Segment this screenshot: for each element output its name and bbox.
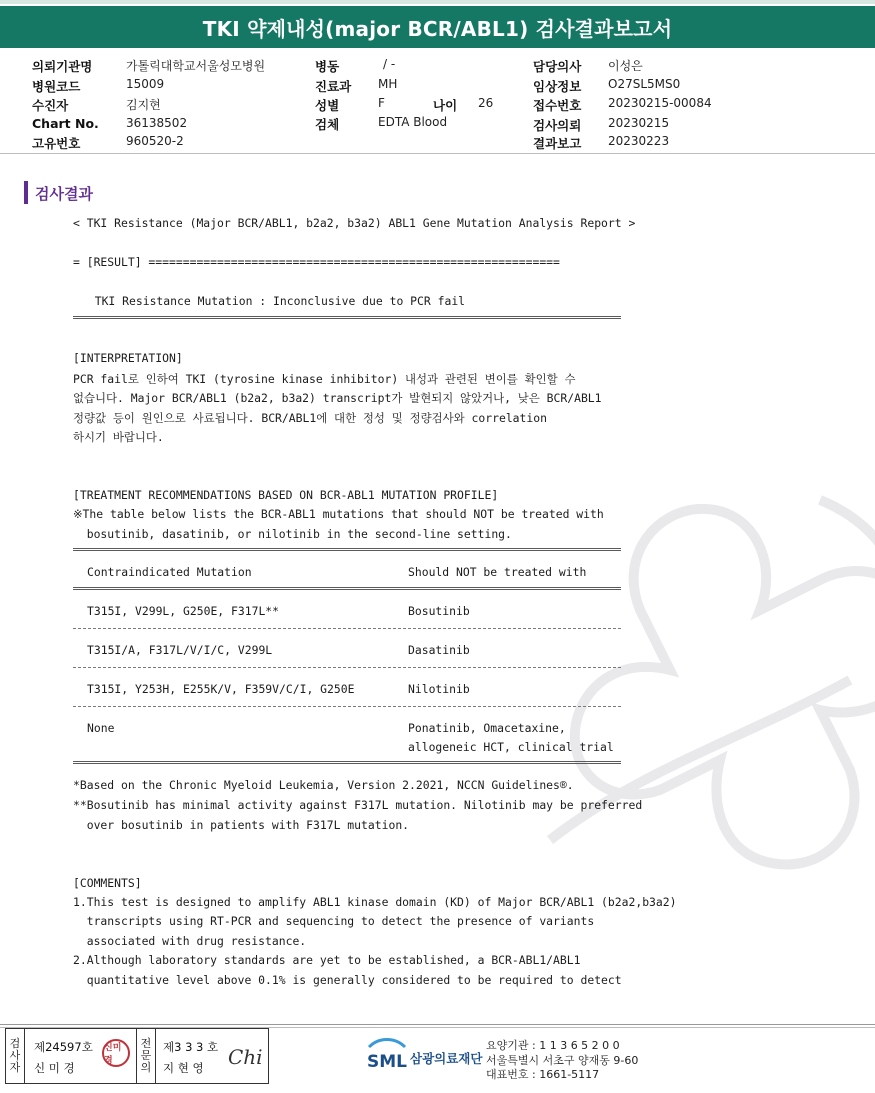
- treatment-line: bosutinib, dasatinib, or nilotinib in the second-line setting.: [73, 527, 512, 541]
- table-row-divider: [73, 628, 621, 629]
- value-chart-no: 36138502: [126, 116, 188, 130]
- table-rule-header: [73, 587, 621, 590]
- table-cell-mutation: T315I, V299L, G250E, F317L**: [87, 604, 280, 618]
- address-line: 요양기관 : 1 1 3 6 5 2 0 0: [486, 1039, 620, 1052]
- label-specimen: 검체: [315, 117, 340, 132]
- value-hospital-code: 15009: [126, 77, 165, 91]
- value-sex: F: [378, 96, 385, 110]
- comment-line: associated with drug resistance.: [73, 934, 307, 948]
- brand-name: 삼광의료재단: [410, 1051, 483, 1066]
- header-divider: [0, 153, 875, 154]
- label-hospital-code: 병원코드: [32, 79, 81, 94]
- seal-stamp: 신미경: [102, 1039, 130, 1067]
- signer2-name: 지 현 영: [163, 1061, 204, 1075]
- value-ward: / -: [383, 57, 396, 71]
- sml-logo: [365, 1035, 409, 1079]
- table-row-divider: [73, 706, 621, 707]
- result-heading: = [RESULT] ============================================================: [73, 255, 560, 269]
- label-sex: 성별: [315, 98, 340, 113]
- result-line: TKI Resistance Mutation : Inconclusive due to PCR fail: [81, 294, 466, 308]
- table-row-divider: [73, 667, 621, 668]
- report-subtitle: < TKI Resistance (Major BCR/ABL1, b2a2, b3a2) ABL1 Gene Mutation Analysis Report >: [73, 216, 636, 230]
- report-title: TKI 약제내성(major BCR/ABL1) 검사결과보고서: [0, 6, 875, 48]
- signer1-name: 신 미 경: [34, 1061, 75, 1075]
- label-receipt-no: 접수번호: [533, 98, 582, 113]
- sml-logo-text: SML: [367, 1052, 407, 1072]
- table-header-mutation: Contraindicated Mutation: [87, 565, 252, 579]
- footnote: over bosutinib in patients with F317L mutation.: [73, 818, 410, 832]
- comment-line: quantitative level above 0.1% is generally considered to be required to detect: [73, 973, 622, 987]
- value-requesting-institution: 가톨릭대학교서울성모병원: [126, 59, 266, 73]
- section-title: 검사결과: [35, 185, 93, 203]
- table-cell-drug: Bosutinib: [408, 604, 470, 618]
- label-physician: 담당의사: [533, 59, 582, 74]
- footnote: **Bosutinib has minimal activity against F317L mutation. Nilotinib may be preferred: [73, 798, 643, 812]
- label-patient-name: 수진자: [32, 98, 69, 113]
- label-unique-id: 고유번호: [32, 136, 81, 151]
- table-rule-bottom: [73, 761, 621, 764]
- value-department: MH: [378, 77, 398, 91]
- interpretation-line: 정량값 등이 원인으로 사료됩니다. BCR/ABL1에 대한 정성 및 정량검사와 correlation: [73, 411, 547, 425]
- table-cell-mutation: None: [87, 721, 115, 735]
- footnote: *Based on the Chronic Myeloid Leukemia, Version 2.2021, NCCN Guidelines®.: [73, 778, 574, 792]
- value-request-date: 20230215: [608, 116, 670, 130]
- label-request-date: 검사의뢰: [533, 118, 582, 133]
- table-cell-drug-continued: allogeneic HCT, clinical trial: [408, 740, 614, 754]
- handwritten-signature: Chi: [228, 1045, 263, 1069]
- value-age: 26: [478, 96, 494, 110]
- value-clinical-info: O27SL5MS0: [608, 77, 681, 91]
- comment-line: transcripts using RT-PCR and sequencing to detect the presence of variants: [73, 914, 595, 928]
- table-cell-drug: Nilotinib: [408, 682, 470, 696]
- treatment-line: ※The table below lists the BCR-ABL1 mutations that should NOT be treated with: [73, 507, 604, 521]
- interpretation-line: 하시기 바랍니다.: [73, 430, 164, 444]
- label-chart-no: Chart No.: [32, 116, 99, 131]
- signer1-license: 제24597호: [34, 1040, 93, 1054]
- value-report-date: 20230223: [608, 134, 670, 148]
- value-receipt-no: 20230215-00084: [608, 96, 712, 110]
- table-header-drug: Should NOT be treated with: [408, 565, 587, 579]
- interpretation-heading: [INTERPRETATION]: [73, 351, 183, 365]
- comments-heading: [COMMENTS]: [73, 876, 142, 890]
- label-requesting-institution: 의뢰기관명: [32, 59, 93, 74]
- table-cell-drug: Dasatinib: [408, 643, 470, 657]
- table-rule-top: [73, 548, 621, 551]
- address-line: 서울특별시 서초구 양재동 9-60: [486, 1054, 639, 1067]
- section-accent-bar: [24, 181, 28, 204]
- label-clinical-info: 임상정보: [533, 79, 582, 94]
- value-specimen: EDTA Blood: [378, 115, 448, 129]
- value-patient-name: 김지현: [126, 98, 161, 112]
- interpretation-line: 없습니다. Major BCR/ABL1 (b2a2, b3a2) transcript가 발현되지 않았거나, 낮은 BCR/ABL1: [73, 391, 602, 405]
- label-ward: 병동: [315, 59, 340, 74]
- sml-logo-icon: [365, 1035, 409, 1075]
- label-department: 진료과: [315, 79, 352, 94]
- interpretation-line: PCR fail로 인하여 TKI (tyrosine kinase inhibitor) 내성과 관련된 변이를 확인할 수: [73, 372, 576, 386]
- comment-line: 2.Although laboratory standards are yet to be established, a BCR-ABL1/ABL1: [73, 953, 581, 967]
- signer2-role: 전 문 의: [136, 1029, 156, 1083]
- signer1-role: 검 사 자: [6, 1029, 25, 1083]
- value-unique-id: 960520-2: [126, 134, 184, 148]
- signer2-license: 제3 3 3 호: [163, 1040, 219, 1054]
- double-rule: [73, 316, 621, 319]
- top-accent-line: [0, 0, 875, 4]
- label-report-date: 결과보고: [533, 136, 582, 151]
- signature-box: [5, 1028, 269, 1084]
- treatment-heading: [TREATMENT RECOMMENDATIONS BASED ON BCR-ABL1 MUTATION PROFILE]: [73, 488, 499, 502]
- footer-divider: [0, 1024, 875, 1025]
- comment-line: 1.This test is designed to amplify ABL1 kinase domain (KD) of Major BCR/ABL1 (b2a2,b3a2): [73, 895, 677, 909]
- label-age: 나이: [433, 98, 458, 113]
- address-line: 대표번호 : 1661-5117: [486, 1068, 600, 1081]
- table-cell-mutation: T315I/A, F317L/V/I/C, V299L: [87, 643, 273, 657]
- table-cell-drug: Ponatinib, Omacetaxine,: [408, 721, 566, 735]
- value-physician: 이성은: [608, 59, 643, 73]
- table-cell-mutation: T315I, Y253H, E255K/V, F359V/C/I, G250E: [87, 682, 355, 696]
